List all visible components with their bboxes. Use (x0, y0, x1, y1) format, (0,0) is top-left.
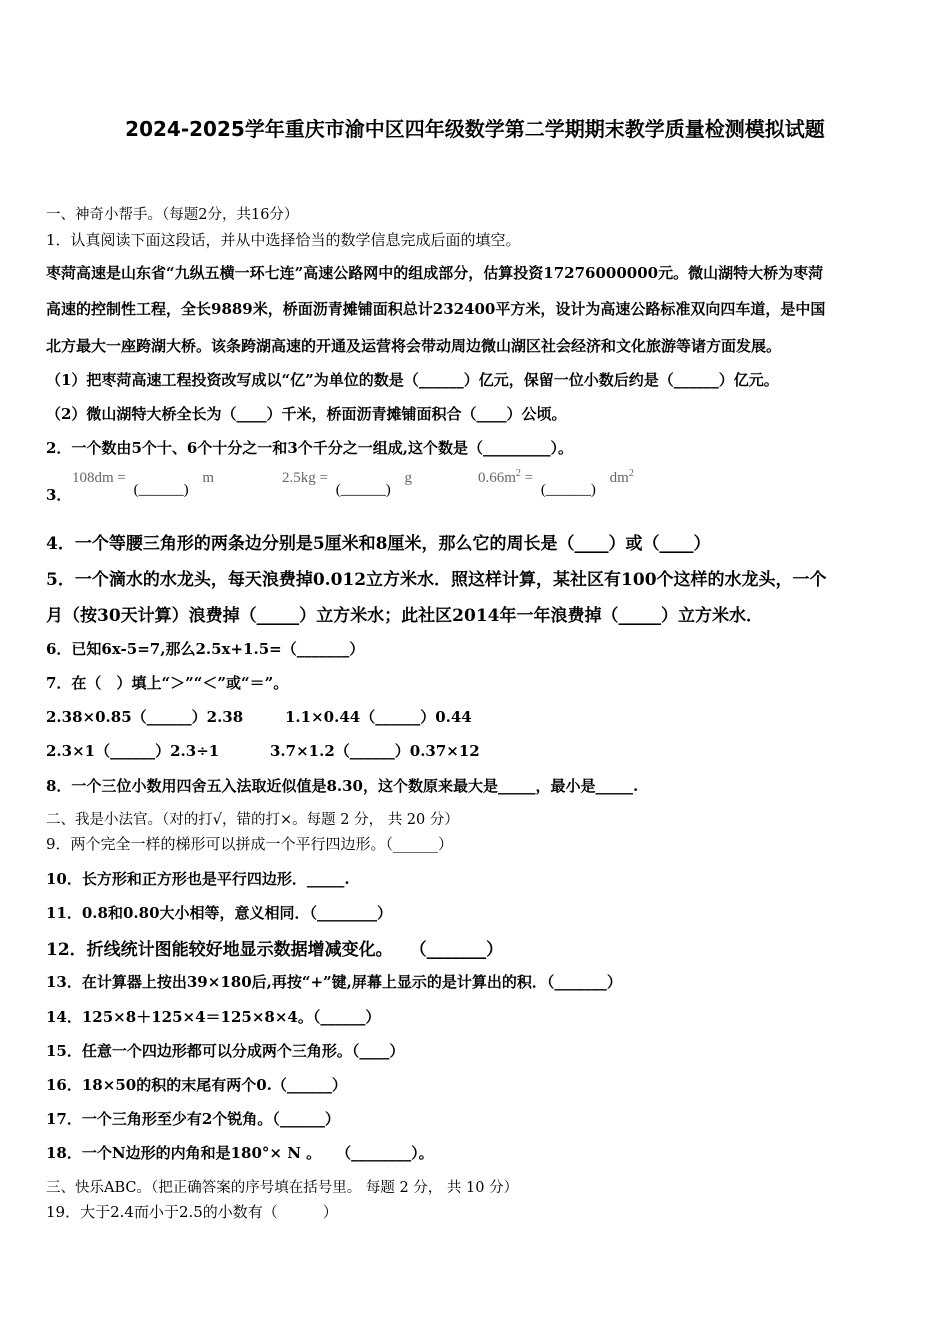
question-1-sub-1: （1）把枣菏高速工程投资改写成以“亿”为单位的数是（______）亿元，保留一位小数后约是（______）亿元。 (46, 371, 779, 389)
section-1-heading: 一、神奇小帮手。（每题2分，共16分） (46, 207, 299, 223)
question-5-line-2: 月（按30天计算）浪费掉（_____）立方米水；此社区2014年一年浪费掉（_____）立方米水． (46, 606, 763, 626)
q3a-unit: m (202, 470, 215, 486)
question-11: 11．0.8和0.80大小相等，意义相同．（________） (46, 904, 393, 922)
q3a-blank: (______) (133, 482, 189, 498)
question-5-line-1: 5．一个滴水的水龙头，每天浪费掉0.012立方米水．照这样计算，某社区有100个这样的水龙头，一个 (46, 570, 827, 590)
question-7-row-1a: 2.38×0.85（______）2.38 (46, 708, 244, 726)
question-15: 15．任意一个四边形都可以分成两个三角形。（____） (46, 1042, 405, 1060)
question-3-item-c (478, 468, 634, 498)
question-1-passage-line-2: 高速的控制性工程，全长9889米，桥面沥青摊铺面积总计232400平方米，设计为高速公路标准双向四车道，是中国 (46, 300, 826, 318)
question-9: 9．两个完全一样的梯形可以拼成一个平行四边形。（______） (46, 835, 454, 853)
question-16: 16．18×50的积的末尾有两个0.（______） (46, 1076, 347, 1094)
question-4: 4．一个等腰三角形的两条边分别是5厘米和8厘米，那么它的周长是（____）或（____） (46, 534, 711, 554)
question-7-row-2a: 2.3×1（______）2.3÷1 (46, 742, 220, 760)
q3c-blank: (______) (540, 482, 596, 498)
question-13: 13．在计算器上按出39×180后,再按“+”键,屏幕上显示的是计算出的积．（_______） (46, 973, 622, 991)
question-7-stem: 7．在（ ）填上“＞”“＜”或“＝”。 (46, 674, 289, 692)
question-6: 6．已知6x-5=7,那么2.5x+1.5=（_______） (46, 640, 365, 658)
q3b-blank: (______) (335, 482, 391, 498)
section-2-heading: 二、我是小法官。（对的打√，错的打×。每题 2 分， 共 20 分） (46, 812, 459, 828)
question-1-passage-line-3: 北方最大一座跨湖大桥。该条跨湖高速的开通及运营将会带动周边微山湖区社会经济和文化旅游等诸方面发展。 (46, 337, 782, 355)
q3a-expression: 108dm = (72, 470, 126, 486)
question-7-row-1b: 1.1×0.44（______）0.44 (285, 708, 472, 726)
q3c-unit-exponent: 2 (628, 468, 634, 479)
question-3-item-b (282, 470, 412, 498)
question-18: 18．一个N边形的内角和是180°× N 。 （________）。 (46, 1144, 434, 1162)
q3c-unit: dm (609, 470, 629, 486)
section-3-heading: 三、快乐ABC。（把正确答案的序号填在括号里。 每题 2 分， 共 10 分） (46, 1180, 519, 1196)
q3b-expression: 2.5kg = (282, 470, 328, 486)
question-14: 14．125×8＋125×4＝125×8×4。（______） (46, 1008, 381, 1026)
question-17: 17．一个三角形至少有2个锐角。（______） (46, 1110, 340, 1128)
question-7-row-2b: 3.7×1.2（______）0.37×12 (270, 742, 480, 760)
question-3-item-a (72, 470, 215, 498)
question-19: 19．大于2.4而小于2.5的小数有（ ） (46, 1203, 338, 1221)
question-1-sub-2: （2）微山湖特大桥全长为（____）千米，桥面沥青摊铺面积合（____）公顷。 (46, 405, 567, 423)
question-1-stem: 1．认真阅读下面这段话，并从中选择恰当的数学信息完成后面的填空。 (46, 231, 521, 249)
question-1-passage-line-1: 枣菏高速是山东省“九纵五横一环七连”高速公路网中的组成部分，估算投资17276000000元。微山湖特大桥为枣菏 (46, 264, 824, 282)
q3c-equals: = (520, 470, 534, 486)
q3b-unit: g (404, 470, 412, 486)
q3c-expression: 0.66m (478, 470, 516, 486)
question-10: 10．长方形和正方形也是平行四边形．_____. (46, 870, 350, 888)
question-8: 8．一个三位小数用四舍五入法取近似值是8.30，这个数原来最大是_____，最小是_____. (46, 777, 639, 795)
q3c-exponent: 2 (515, 468, 521, 479)
question-12: 12．折线统计图能较好地显示数据增减变化。 （_______） (46, 940, 504, 960)
question-3-number: 3． (46, 486, 72, 504)
question-2: 2．一个数由5个十、6个十分之一和3个千分之一组成,这个数是（_________）。 (46, 439, 573, 457)
page-title: 2024-2025学年重庆市渝中区四年级数学第二学期期末教学质量检测模拟试题 (125, 117, 825, 141)
